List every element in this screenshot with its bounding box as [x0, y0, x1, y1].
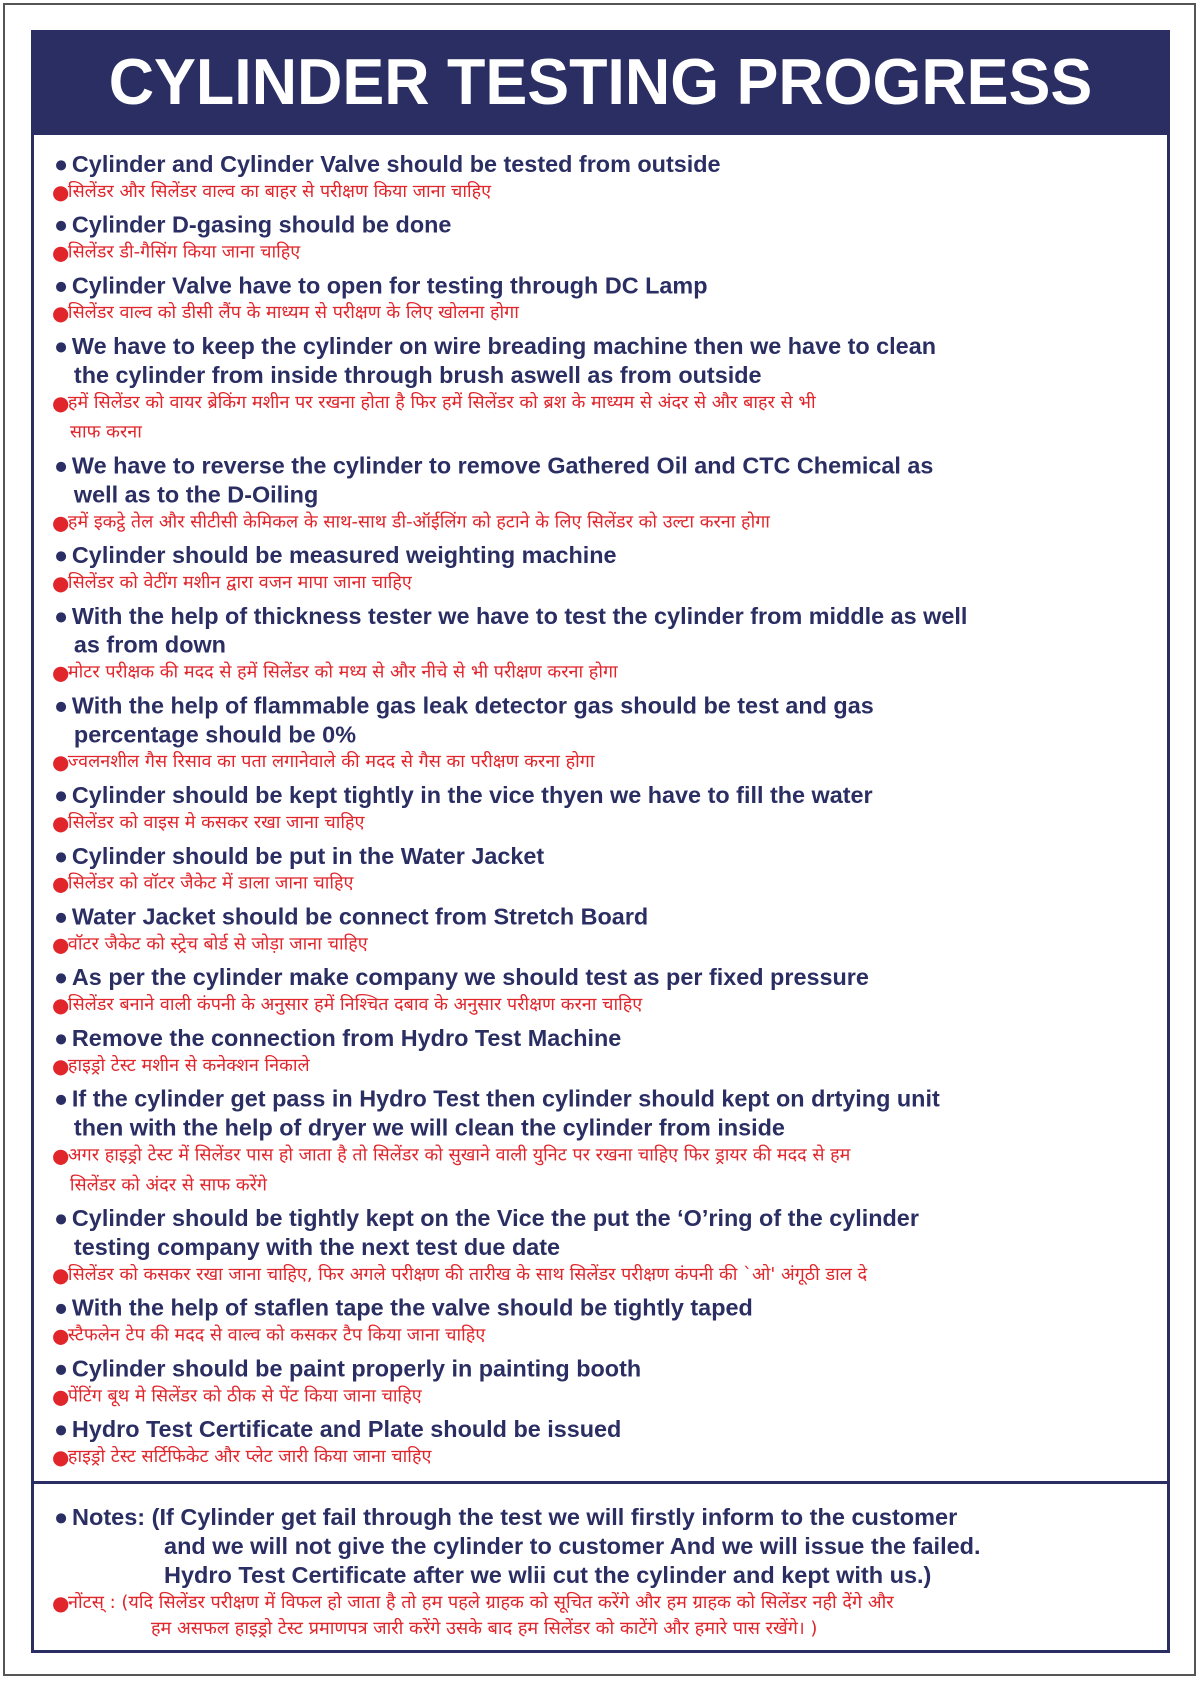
- step-english: [52, 211, 1147, 240]
- bullet-icon: ●: [53, 1025, 69, 1051]
- bullet-icon: ●: [52, 993, 70, 1018]
- bullet-icon: ●: [52, 1445, 70, 1470]
- step-hi-line: साफ करना: [69, 421, 142, 443]
- step-en-line: Cylinder should be put in the Water Jacket: [71, 842, 545, 869]
- step-en-line: As per the cylinder make company we should test as per fixed pressure: [71, 964, 869, 991]
- bullet-icon: ●: [52, 660, 70, 685]
- step-hi-line: ज्वलनशील गैस रिसाव का पता लगानेवाले की मदद से गैस का परीक्षण करना होगा: [67, 751, 595, 773]
- step-hindi: [52, 931, 1147, 957]
- step-english: [52, 781, 1147, 810]
- step-hi-line: स्टैफलेन टेप की मदद से वाल्व को कसकर टैप किया जाना चाहिए: [67, 1324, 486, 1346]
- step-item: [52, 1085, 1147, 1198]
- step-en-line: Remove the connection from Hydro Test Machine: [71, 1025, 622, 1051]
- bullet-icon: ●: [52, 301, 70, 326]
- bullet-icon: ●: [53, 842, 69, 869]
- step-hi-line: सिलेंडर और सिलेंडर वाल्व का बाहर से परीक्षण किया जाना चाहिए: [67, 180, 492, 202]
- step-hindi: [52, 1323, 1147, 1349]
- bullet-icon: ●: [53, 602, 69, 629]
- step-en-line: Cylinder should be kept tightly in the vice thyen we have to fill the water: [71, 782, 873, 809]
- step-hi-line: हाइड्रो टेस्ट मशीन से कनेक्शन निकाले: [67, 1054, 310, 1076]
- bullet-icon: ●: [52, 390, 70, 415]
- step-hindi: [52, 1053, 1147, 1079]
- step-english: [52, 842, 1147, 871]
- bullet-icon: ●: [53, 1294, 69, 1321]
- bullet-icon: ●: [53, 1205, 69, 1232]
- bullet-icon: ●: [53, 542, 69, 569]
- step-hi-line: हमें इकट्ठे तेल और सीटीसी केमिकल के साथ-साथ डी-ऑईलिंग को हटाने के लिए सिलेंडर को उल्टा करना होगा: [67, 511, 770, 533]
- step-item: [52, 692, 1147, 776]
- step-hindi: [52, 1262, 1147, 1288]
- step-en-line: Hydro Test Certificate and Plate should be issued: [71, 1416, 622, 1443]
- notes-section: [52, 1503, 1152, 1642]
- step-item: [52, 452, 1147, 536]
- notes-divider: [31, 1481, 1170, 1484]
- step-item: [52, 903, 1147, 958]
- bullet-icon: ●: [53, 272, 69, 299]
- step-en-line: Water Jacket should be connect from Stretch Board: [71, 903, 649, 930]
- step-english: [52, 452, 1147, 510]
- step-english: [52, 1085, 1147, 1143]
- step-hi-line: सिलेंडर बनाने वाली कंपनी के अनुसार हमें निश्चित दबाव के अनुसार परीक्षण करना चाहिए: [67, 994, 643, 1016]
- step-item: [52, 842, 1147, 897]
- step-en-line: With the help of thickness tester we have to test the cylinder from middle as well: [71, 602, 968, 629]
- step-hi-line: सिलेंडर को वॉटर जैकेट में डाला जाना चाहिए: [67, 872, 354, 894]
- step-english: [52, 602, 1147, 660]
- step-hi-line: सिलेंडर को कसकर रखा जाना चाहिए, फिर अगले परीक्षण की तारीख के साथ सिलेंडर परीक्षण कंपनी की `ओ' अंगूठी डाल दे: [67, 1263, 868, 1285]
- notes-en-line: and we will not give the cylinder to customer And we will issue the failed.: [164, 1533, 981, 1559]
- step-item: [52, 602, 1147, 686]
- step-english: [52, 692, 1147, 750]
- step-item: [52, 963, 1147, 1018]
- step-hindi: [52, 871, 1147, 897]
- step-hindi: [52, 810, 1147, 836]
- step-hi-line: सिलेंडर को वाइस मे कसकर रखा जाना चाहिए: [67, 811, 365, 833]
- bullet-icon: ●: [52, 1053, 70, 1078]
- step-en-line: Cylinder D-gasing should be done: [71, 211, 452, 238]
- step-hindi: [52, 300, 1147, 326]
- step-hi-line: पेंटिंग बूथ मे सिलेंडर को ठीक से पेंट किया जाना चाहिए: [67, 1385, 422, 1407]
- step-hindi: [52, 1444, 1147, 1470]
- notes-en-line: Hydro Test Certificate after we wlii cut the cylinder and kept with us.): [164, 1562, 932, 1588]
- step-item: [52, 1294, 1147, 1349]
- step-hi-line: सिलेंडर वाल्व को डीसी लैंप के माध्यम से परीक्षण के लिए खोलना होगा: [67, 302, 519, 324]
- step-en-line: testing company with the next test due date: [73, 1234, 561, 1260]
- bullet-icon: ●: [52, 932, 70, 957]
- bullet-icon: ●: [53, 1085, 69, 1112]
- step-hindi: [52, 1383, 1147, 1409]
- step-item: [52, 332, 1147, 445]
- step-hindi: [52, 992, 1147, 1018]
- step-hindi: [52, 179, 1147, 205]
- step-item: [52, 211, 1147, 266]
- bullet-icon: ●: [52, 1323, 70, 1348]
- bullet-icon: ●: [53, 333, 69, 360]
- step-en-line: well as to the D-Oiling: [73, 481, 319, 508]
- step-hindi: [52, 1142, 1147, 1198]
- step-en-line: then with the help of dryer we will clean the cylinder from inside: [73, 1114, 785, 1141]
- step-en-line: Cylinder should be tightly kept on the Vice the put the ‘O’ring of the cylinder: [71, 1205, 919, 1232]
- step-hi-line: हमें सिलेंडर को वायर ब्रेकिंग मशीन पर रखना होता है फिर हमें सिलेंडर को ब्रश के माध्यम से अंदर से और बाहर से भी: [67, 391, 816, 413]
- notes-hi-line: नोंटस् : (यदि सिलेंडर परीक्षण में विफल हो जाता है तो हम पहले ग्राहक को सूचित करेंगे और हम ग्राहक को सिलेंडर नही देंगे और: [68, 1592, 894, 1613]
- step-item: [52, 271, 1147, 326]
- bullet-icon: ●: [54, 1504, 69, 1530]
- bullet-icon: ●: [53, 211, 69, 238]
- step-english: [52, 963, 1147, 992]
- step-en-line: Cylinder should be measured weighting machine: [71, 542, 617, 569]
- bullet-icon: ●: [52, 1591, 70, 1615]
- bullet-icon: ●: [53, 150, 69, 177]
- bullet-icon: ●: [52, 1262, 70, 1287]
- title-banner: [31, 30, 1170, 135]
- bullet-icon: ●: [53, 1355, 69, 1382]
- step-hi-line: सिलेंडर को वेटींग मशीन द्वारा वजन मापा जाना चाहिए: [67, 572, 412, 593]
- step-en-line: Cylinder Valve have to open for testing through DC Lamp: [71, 272, 708, 299]
- bullet-icon: ●: [52, 750, 70, 775]
- bullet-icon: ●: [53, 964, 69, 991]
- step-hi-line: अगर हाइड्रो टेस्ट में सिलेंडर पास हो जाता है तो सिलेंडर को सुखाने वाली युनिट पर रखना चाहिए फिर ड्रायर की मदद से हम: [67, 1144, 851, 1166]
- step-english: [52, 1024, 1147, 1053]
- notes-en-line: Notes: (If Cylinder get fail through the test we will firstly inform to the customer: [72, 1504, 958, 1530]
- bullet-icon: ●: [53, 782, 69, 809]
- step-hindi: [52, 509, 1147, 535]
- step-english: [52, 271, 1147, 300]
- step-en-line: We have to reverse the cylinder to remove Gathered Oil and CTC Chemical as: [71, 452, 934, 479]
- step-item: [52, 1415, 1147, 1470]
- steps-list: [52, 150, 1147, 1470]
- notes-hindi: [52, 1590, 1152, 1642]
- bullet-icon: ●: [53, 1416, 69, 1443]
- step-en-line: We have to keep the cylinder on wire breading machine then we have to clean: [71, 333, 936, 360]
- step-item: [52, 1024, 1147, 1079]
- page-title: CYLINDER TESTING PROGRESS: [108, 45, 1093, 118]
- step-hi-line: सिलेंडर डी-गैसिंग किया जाना चाहिए: [67, 241, 301, 263]
- bullet-icon: ●: [52, 179, 70, 204]
- step-en-line: With the help of flammable gas leak detector gas should be test and gas: [71, 692, 874, 719]
- step-item: [52, 1355, 1147, 1410]
- step-hi-line: वॉटर जैकेट को स्ट्रेच बोर्ड से जोड़ा जाना चाहिए: [67, 933, 368, 955]
- step-english: [52, 1204, 1147, 1262]
- step-english: [52, 332, 1147, 390]
- step-english: [52, 1355, 1147, 1384]
- step-hindi: [52, 570, 1147, 596]
- step-hindi: [52, 749, 1147, 775]
- step-hindi: [52, 240, 1147, 266]
- step-item: [52, 781, 1147, 836]
- step-item: [52, 1204, 1147, 1288]
- bullet-icon: ●: [53, 903, 69, 930]
- bullet-icon: ●: [52, 810, 70, 835]
- bullet-icon: ●: [52, 1143, 70, 1168]
- bullet-icon: ●: [52, 871, 70, 896]
- bullet-icon: ●: [53, 452, 69, 479]
- step-en-line: Cylinder and Cylinder Valve should be tested from outside: [71, 150, 721, 177]
- step-item: [52, 541, 1147, 596]
- step-english: [52, 150, 1147, 179]
- step-en-line: With the help of staflen tape the valve should be tightly taped: [71, 1294, 753, 1321]
- step-en-line: as from down: [73, 631, 226, 658]
- step-item: [52, 150, 1147, 205]
- step-english: [52, 1415, 1147, 1444]
- step-hi-line: हाइड्रो टेस्ट सर्टिफिकेट और प्लेट जारी किया जाना चाहिए: [67, 1446, 432, 1468]
- step-hi-line: मोटर परीक्षक की मदद से हमें सिलेंडर को मध्य से और नीचे से भी परीक्षण करना होगा: [67, 661, 618, 683]
- step-hindi: [52, 660, 1147, 686]
- step-english: [52, 541, 1147, 570]
- step-english: [52, 903, 1147, 932]
- bullet-icon: ●: [52, 240, 70, 265]
- step-en-line: percentage should be 0%: [73, 721, 357, 748]
- bullet-icon: ●: [52, 510, 70, 535]
- step-hindi: [52, 390, 1147, 446]
- step-english: [52, 1294, 1147, 1323]
- step-en-line: If the cylinder get pass in Hydro Test then cylinder should kept on drtying unit: [71, 1085, 940, 1112]
- bullet-icon: ●: [52, 1384, 70, 1409]
- step-en-line: the cylinder from inside through brush aswell as from outside: [73, 362, 762, 388]
- notes-english: [52, 1503, 1152, 1590]
- step-en-line: Cylinder should be paint properly in painting booth: [71, 1355, 642, 1382]
- notes-hi-line: हम असफल हाइड्रो टेस्ट प्रमाणपत्र जारी करेंगे उसके बाद हम सिलेंडर को काटेंगे और हमारे पास रखेंगे। ): [151, 1618, 818, 1639]
- bullet-icon: ●: [53, 692, 69, 719]
- bullet-icon: ●: [52, 571, 70, 595]
- step-hi-line: सिलेंडर को अंदर से साफ करेंगे: [69, 1174, 268, 1196]
